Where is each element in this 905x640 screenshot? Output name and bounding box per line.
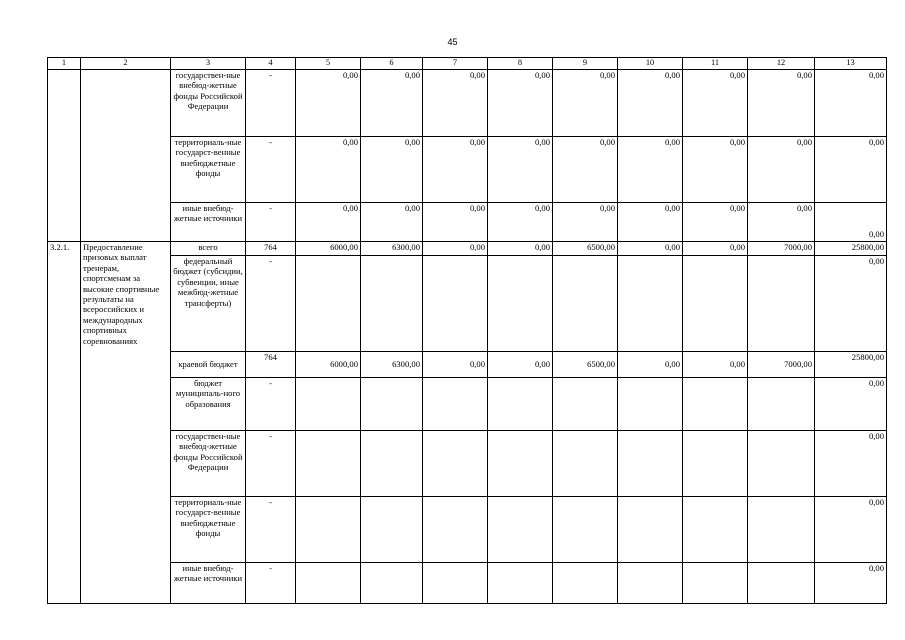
value-cell: 0,00 xyxy=(488,137,553,203)
value-cell: 6000,00 xyxy=(296,352,361,378)
value-cell xyxy=(296,563,361,604)
value-cell: 0,00 xyxy=(553,203,618,242)
funding-source: бюджет муниципаль-ного образования xyxy=(171,378,246,431)
value-cell: 7000,00 xyxy=(748,242,815,256)
funding-source: иные внебюд-жетные источники xyxy=(171,563,246,604)
column-number: 4 xyxy=(246,58,296,70)
kbk-cell: 764 xyxy=(246,242,296,256)
value-cell: 0,00 xyxy=(618,352,683,378)
column-number: 9 xyxy=(553,58,618,70)
column-number: 10 xyxy=(618,58,683,70)
table-row xyxy=(48,431,887,497)
value-cell xyxy=(618,431,683,497)
column-number: 12 xyxy=(748,58,815,70)
value-cell: 7000,00 xyxy=(748,352,815,378)
total-cell: 0,00 xyxy=(815,497,887,563)
value-cell: 0,00 xyxy=(553,137,618,203)
table-row xyxy=(48,352,887,378)
value-cell xyxy=(361,378,423,431)
total-cell: 0,00 xyxy=(815,256,887,352)
value-cell: 0,00 xyxy=(488,70,553,137)
value-cell xyxy=(683,497,748,563)
value-cell xyxy=(553,256,618,352)
value-cell: 0,00 xyxy=(748,70,815,137)
column-number: 5 xyxy=(296,58,361,70)
value-cell: 6500,00 xyxy=(553,242,618,256)
value-cell: 0,00 xyxy=(488,203,553,242)
value-cell: 0,00 xyxy=(423,137,488,203)
funding-source: государствен-ные внебюд-жетные фонды Российской Федерации xyxy=(171,431,246,497)
column-number: 3 xyxy=(171,58,246,70)
kbk-cell: - xyxy=(246,137,296,203)
funding-source: территориаль-ные государст-венные внебюджетные фонды xyxy=(171,497,246,563)
value-cell xyxy=(361,431,423,497)
value-cell: 0,00 xyxy=(683,137,748,203)
value-cell xyxy=(296,378,361,431)
total-cell: 0,00 xyxy=(815,378,887,431)
table-row xyxy=(48,203,887,242)
total-cell: 25800,00 xyxy=(815,352,887,378)
value-cell: 0,00 xyxy=(748,137,815,203)
column-number: 13 xyxy=(815,58,887,70)
kbk-cell: - xyxy=(246,256,296,352)
value-cell: 0,00 xyxy=(361,70,423,137)
value-cell xyxy=(683,378,748,431)
value-cell xyxy=(683,256,748,352)
value-cell xyxy=(748,256,815,352)
column-number: 6 xyxy=(361,58,423,70)
value-cell xyxy=(361,256,423,352)
name-cell-empty xyxy=(81,70,171,242)
table-row xyxy=(48,256,887,352)
value-cell xyxy=(423,497,488,563)
value-cell xyxy=(423,431,488,497)
value-cell xyxy=(296,497,361,563)
value-cell xyxy=(683,563,748,604)
funding-source: государствен-ные внебюд-жетные фонды Российской Федерации xyxy=(171,70,246,137)
value-cell: 0,00 xyxy=(296,137,361,203)
total-cell: 0,00 xyxy=(815,203,887,242)
value-cell xyxy=(618,256,683,352)
value-cell xyxy=(553,497,618,563)
column-number: 2 xyxy=(81,58,171,70)
kbk-cell: - xyxy=(246,378,296,431)
value-cell xyxy=(553,563,618,604)
total-cell: 0,00 xyxy=(815,137,887,203)
value-cell: 0,00 xyxy=(683,70,748,137)
value-cell: 6000,00 xyxy=(296,242,361,256)
total-cell: 0,00 xyxy=(815,431,887,497)
funding-source: краевой бюджет xyxy=(171,352,246,378)
value-cell xyxy=(748,497,815,563)
value-cell xyxy=(296,256,361,352)
value-cell: 6300,00 xyxy=(361,242,423,256)
value-cell xyxy=(618,563,683,604)
value-cell: 0,00 xyxy=(488,242,553,256)
table-row xyxy=(48,70,887,137)
value-cell xyxy=(618,378,683,431)
value-cell: 0,00 xyxy=(361,137,423,203)
table-row xyxy=(48,497,887,563)
value-cell xyxy=(423,563,488,604)
value-cell xyxy=(748,431,815,497)
total-cell: 0,00 xyxy=(815,70,887,137)
column-number: 1 xyxy=(48,58,81,70)
value-cell: 0,00 xyxy=(618,242,683,256)
value-cell: 0,00 xyxy=(683,242,748,256)
page-number: 45 xyxy=(447,37,458,47)
total-cell: 0,00 xyxy=(815,563,887,604)
table-row xyxy=(48,242,887,256)
funding-source: территориаль-ные государст-венные внебюджетные фонды xyxy=(171,137,246,203)
funding-source: иные внебюд-жетные источники xyxy=(171,203,246,242)
value-cell xyxy=(553,431,618,497)
column-number-row xyxy=(48,58,887,70)
value-cell: 0,00 xyxy=(488,352,553,378)
value-cell: 0,00 xyxy=(423,352,488,378)
value-cell: 0,00 xyxy=(748,203,815,242)
value-cell xyxy=(488,563,553,604)
value-cell xyxy=(488,378,553,431)
total-cell: 25800,00 xyxy=(815,242,887,256)
value-cell xyxy=(618,497,683,563)
value-cell: 0,00 xyxy=(683,352,748,378)
value-cell: 0,00 xyxy=(423,70,488,137)
code-cell-empty xyxy=(48,70,81,242)
value-cell: 0,00 xyxy=(618,70,683,137)
column-number: 7 xyxy=(423,58,488,70)
value-cell xyxy=(423,378,488,431)
kbk-cell: - xyxy=(246,431,296,497)
item-name: Предоставление призовых выплат тренерам, спортсменам за высокие спортивные результаты на всероссийских и международных спортивных соревнованиях xyxy=(81,242,171,604)
value-cell: 0,00 xyxy=(423,203,488,242)
value-cell xyxy=(553,378,618,431)
value-cell: 0,00 xyxy=(296,70,361,137)
kbk-cell: - xyxy=(246,203,296,242)
value-cell: 0,00 xyxy=(361,203,423,242)
kbk-cell: - xyxy=(246,563,296,604)
value-cell xyxy=(748,378,815,431)
value-cell: 0,00 xyxy=(618,203,683,242)
value-cell xyxy=(488,431,553,497)
value-cell xyxy=(361,563,423,604)
value-cell: 0,00 xyxy=(683,203,748,242)
value-cell: 0,00 xyxy=(553,70,618,137)
value-cell: 0,00 xyxy=(296,203,361,242)
value-cell xyxy=(423,256,488,352)
value-cell xyxy=(748,563,815,604)
column-number: 8 xyxy=(488,58,553,70)
table-row xyxy=(48,563,887,604)
value-cell: 6500,00 xyxy=(553,352,618,378)
item-code: 3.2.1. xyxy=(48,242,81,604)
table-row xyxy=(48,378,887,431)
value-cell xyxy=(488,256,553,352)
value-cell: 6300,00 xyxy=(361,352,423,378)
value-cell xyxy=(683,431,748,497)
kbk-cell: 764 xyxy=(246,352,296,378)
value-cell: 0,00 xyxy=(618,137,683,203)
kbk-cell: - xyxy=(246,70,296,137)
table-row xyxy=(48,137,887,203)
column-number: 11 xyxy=(683,58,748,70)
funding-source: федеральный бюджет (субсидии, субвенции, иные межбюд-жетные трансферты) xyxy=(171,256,246,352)
funding-source: всего xyxy=(171,242,246,256)
value-cell xyxy=(361,497,423,563)
value-cell xyxy=(296,431,361,497)
kbk-cell: - xyxy=(246,497,296,563)
value-cell: 0,00 xyxy=(423,242,488,256)
value-cell xyxy=(488,497,553,563)
budget-table xyxy=(47,57,887,604)
